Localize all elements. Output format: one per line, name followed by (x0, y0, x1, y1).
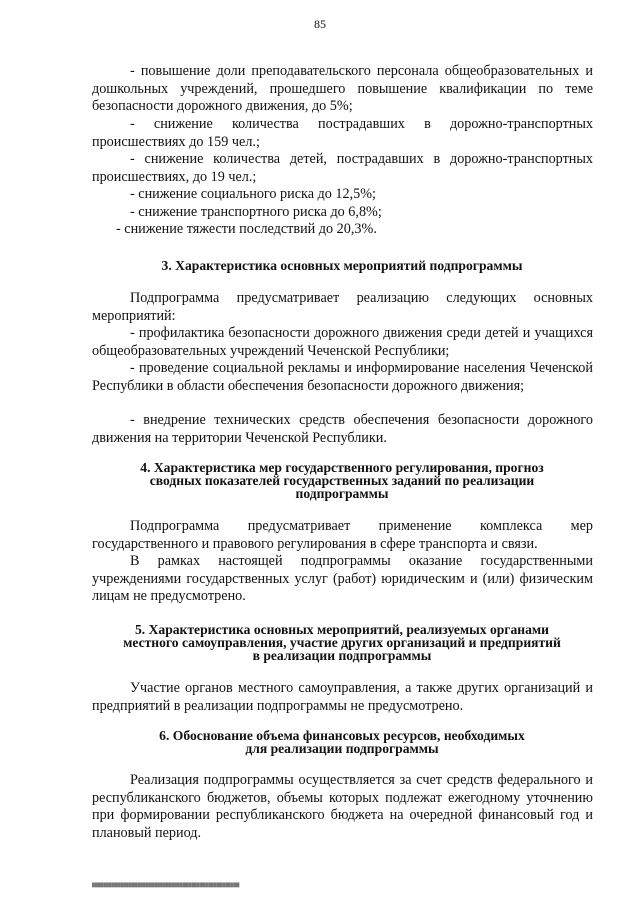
target-children-injured: - снижение количества детей, пострадавших в дорожно-транспортных происшествиях, до 19 чел.; (92, 151, 593, 185)
measure-social-advertising: - проведение социальной рекламы и информирование населения Чеченской Республики в области обеспечения безопасности дорожного движения; (92, 360, 593, 394)
section-6-paragraph: Реализация подпрограммы осуществляется за счет средств федерального и республиканского бюджетов, объемы которых подлежат ежегодному уточнению при формировании республиканского бюджета на очередной финансовый год и плановый период. (92, 772, 593, 841)
section-5-heading-line-1: 5. Характеристика основных мероприятий, реализуемых органами (134, 622, 549, 637)
section-5-heading-line-2: местного самоуправления, участие других организаций и предприятий (123, 635, 561, 650)
section-6-heading-line-1: 6. Обоснование объема финансовых ресурсов, необходимых (159, 728, 525, 743)
target-severity: - снижение тяжести последствий до 20,3%. (116, 221, 377, 237)
target-teacher-training: - повышение доли преподавательского персонала общеобразовательных и дошкольных учреждений, прошедшего повышение квалификации по теме безопасности дорожного движения, до 5%; (92, 63, 593, 115)
measure-technical-means: - внедрение технических средств обеспечения безопасности дорожного движения на территории Чеченской Республики. (92, 412, 593, 446)
section-4-paragraph-1: Подпрограмма предусматривает применение комплекса мер государственного и правового регулирования в сфере транспорта и связи. (92, 518, 593, 552)
measure-prevention: - профилактика безопасности дорожного движения среди детей и учащихся общеобразовательных учреждений Чеченской Республики; (92, 325, 593, 359)
footer-file-path: ████████████████████████████████████████████████████ (92, 882, 240, 887)
page-number: 85 (314, 17, 326, 31)
section-3-intro: Подпрограмма предусматривает реализацию следующих основных мероприятий: (92, 290, 593, 324)
target-injured-reduction: - снижение количества пострадавших в дорожно-транспортных происшествиях до 159 чел.; (92, 116, 593, 150)
section-3-heading: 3. Характеристика основных мероприятий подпрограммы (161, 258, 523, 273)
section-4-paragraph-2: В рамках настоящей подпрограммы оказание государственными учреждениями государственных услуг (работ) юридическим и (или) физическим лицам не предусмотрено. (92, 553, 593, 605)
section-6-heading-line-2: для реализации подпрограммы (245, 741, 439, 756)
section-5-paragraph: Участие органов местного самоуправления, а также других организаций и предприятий в реализации подпрограммы не предусмотрено. (92, 680, 593, 714)
section-4-heading-line-1: 4. Характеристика мер государственного регулирования, прогноз (140, 460, 544, 475)
target-transport-risk: - снижение транспортного риска до 6,8%; (130, 204, 382, 220)
section-4-heading-line-2: сводных показателей государственных заданий по реализации (149, 473, 535, 488)
target-social-risk: - снижение социального риска до 12,5%; (130, 186, 376, 202)
section-4-heading-line-3: подпрограммы (295, 486, 389, 501)
section-5-heading-line-3: в реализации подпрограммы (252, 648, 432, 663)
